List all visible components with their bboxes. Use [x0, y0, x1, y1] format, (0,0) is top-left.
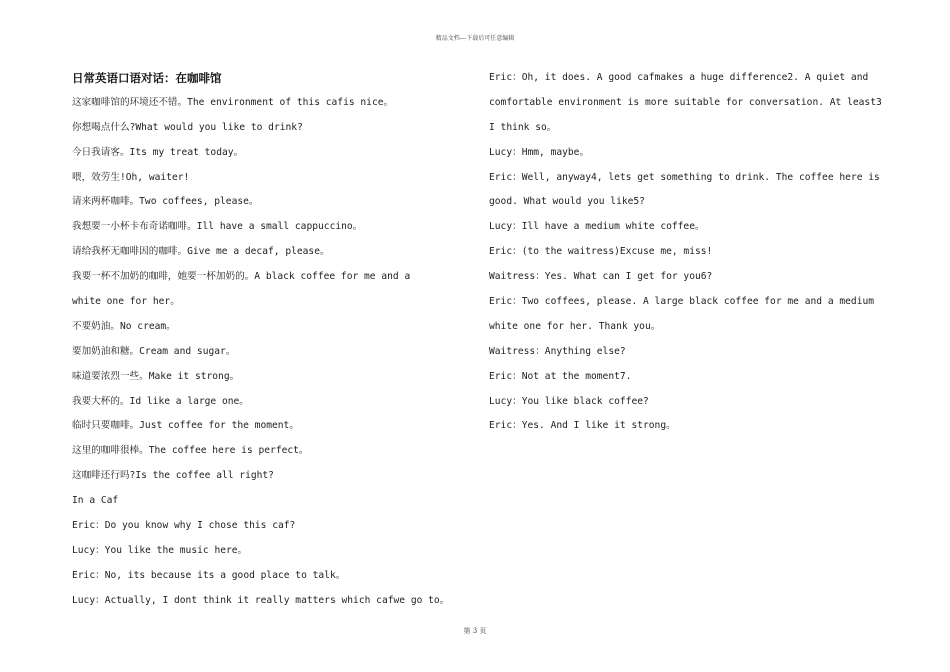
text-line: Eric：No, its because its a good place to talk。	[72, 569, 346, 581]
right-column-lines	[489, 66, 884, 439]
left-column-lines	[72, 91, 467, 614]
text-line: In a Caf	[72, 495, 119, 507]
text-line: 这里的咖啡很棒。The coffee here is perfect。	[72, 445, 309, 457]
text-line: Eric：Two coffees, please. A large black coffee for me and a medium	[489, 296, 875, 308]
right-column	[489, 66, 884, 439]
text-line: Eric：Yes. And I like it strong。	[489, 420, 676, 432]
text-line: 不要奶油。No cream。	[72, 320, 176, 332]
text-line: Lucy：Ill have a medium white coffee。	[489, 221, 705, 233]
text-line: comfortable environment is more suitable for conversation. At least3	[489, 96, 882, 108]
text-line: 这家咖啡馆的环境还不错。The environment of this cafis nice。	[72, 96, 394, 108]
text-line: 要加奶油和糖。Cream and sugar。	[72, 345, 236, 357]
text-line: 我要大杯的。Id like a large one。	[72, 395, 249, 407]
text-line: 我要一杯不加奶的咖啡，她要一杯加奶的。A black coffee for me and a	[72, 271, 411, 283]
text-line: 请来两杯咖啡。Two coffees, please。	[72, 196, 259, 208]
text-line: Eric：Not at the moment7.	[489, 370, 632, 382]
text-line: Waitress：Yes. What can I get for you6?	[489, 271, 713, 283]
page-number: 第 3 页	[463, 627, 487, 635]
page-header: 精品文档---下载后可任意编辑	[435, 35, 515, 42]
text-line: Eric：Oh, it does. A good cafmakes a huge difference2. A quiet and	[489, 72, 869, 83]
text-line: 临时只要咖啡。Just coffee for the moment。	[72, 420, 299, 432]
text-line: Lucy：Hmm, maybe。	[489, 146, 590, 158]
text-line: Eric：Well, anyway4, lets get something to drink. The coffee here is	[489, 171, 880, 183]
text-line: 味道要浓烈一些。Make it strong。	[72, 370, 240, 382]
document-title: 日常英语口语对话：在咖啡馆	[72, 71, 222, 85]
text-line: Lucy：You like black coffee?	[489, 395, 649, 407]
text-line: 这咖啡还行吗?Is the coffee all right?	[72, 470, 274, 482]
text-line: good. What would you like5?	[489, 196, 645, 208]
text-line: I think so。	[489, 121, 557, 133]
text-line: Lucy：Actually, I dont think it really matters which cafwe go to。	[72, 594, 450, 606]
text-line: 请给我杯无咖啡因的咖啡。Give me a decaf, please。	[72, 246, 330, 258]
text-line: 喂，效劳生!Oh, waiter!	[72, 171, 190, 183]
text-line: Eric：Do you know why I chose this caf?	[72, 520, 296, 532]
text-line: 你想喝点什么?What would you like to drink?	[72, 121, 303, 133]
text-line: 我想要一小杯卡布奇诺咖啡。Ill have a small cappuccino。	[72, 221, 363, 233]
text-line: 今日我请客。Its my treat today。	[72, 146, 244, 158]
left-column	[72, 66, 467, 614]
text-line: Eric：(to the waitress)Excuse me, miss!	[489, 246, 713, 258]
text-line: Waitress：Anything else?	[489, 345, 626, 357]
text-line: white one for her. Thank you。	[489, 320, 661, 332]
text-line: Lucy：You like the music here。	[72, 544, 248, 556]
text-line: white one for her。	[72, 296, 180, 308]
